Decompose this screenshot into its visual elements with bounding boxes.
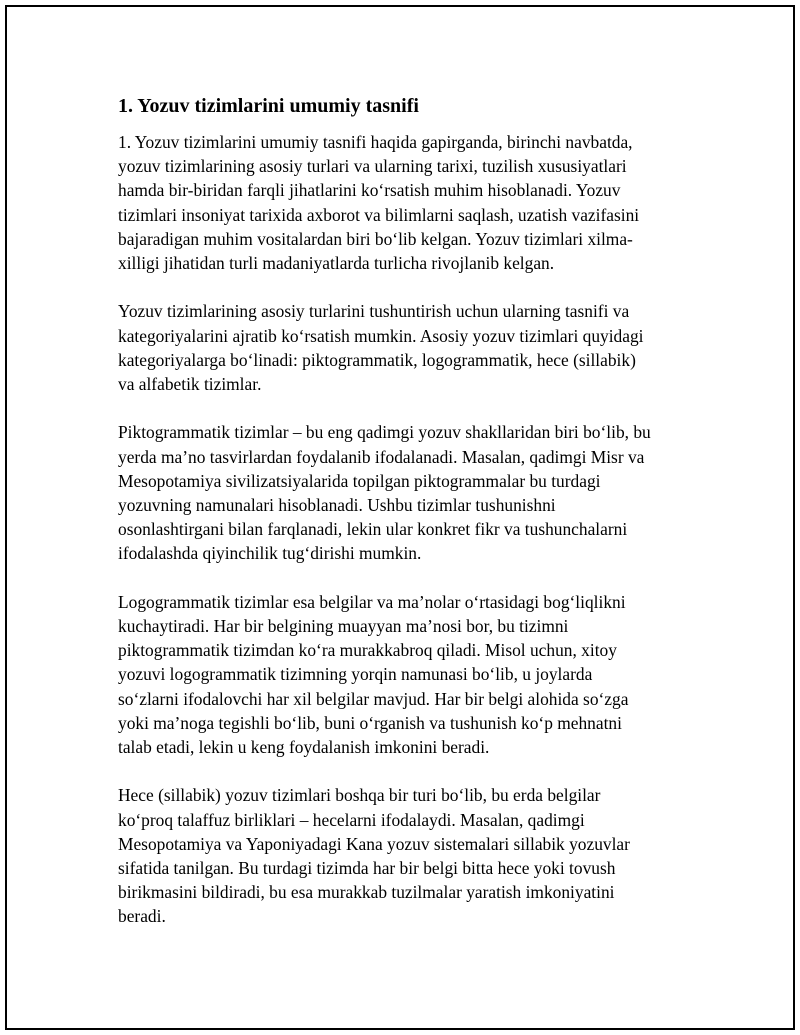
paragraph-line: 1. Yozuv tizimlarini umumiy tasnifi haqida gapirganda, birinchi navbatda, [118, 132, 633, 152]
paragraph-line: Piktogrammatik tizimlar – bu eng qadimgi yozuv shakllaridan biri bo‘lib, bu [118, 422, 651, 443]
paragraph-3 [118, 420, 693, 565]
paragraph-4 [118, 590, 693, 759]
paragraph-line: kuchaytiradi. Har bir belgining muayyan ma’nosi bor, bu tizimni [118, 616, 569, 637]
section-heading: 1. Yozuv tizimlarini umumiy tasnifi [118, 95, 419, 117]
paragraph-line: beradi. [118, 906, 166, 927]
paragraph-line: tizimlari insoniyat tarixida axborot va bilimlarni saqlash, uzatish vazifasini [118, 204, 640, 225]
paragraph-line: yoki ma’noga tegishli bo‘lib, buni o‘rganish va tushunish ko‘p mehnatni [118, 712, 622, 733]
paragraph-line: yozuv tizimlarining asosiy turlari va ularning tarixi, tuzilish xususiyatlari [118, 156, 627, 177]
paragraph-line: Logogrammatik tizimlar esa belgilar va ma’nolar o‘rtasidagi bog‘liqlikni [118, 591, 626, 612]
paragraph-line: ko‘proq talaffuz birliklari – hecelarni ifodalaydi. Masalan, qadimgi [118, 809, 585, 830]
paragraph-2 [118, 299, 693, 396]
paragraph-5 [118, 783, 693, 928]
paragraph-1 [118, 130, 693, 275]
paragraph-line: so‘zlarni ifodalovchi har xil belgilar mavjud. Har bir belgi alohida so‘zga [118, 688, 629, 709]
paragraph-line: hamda bir-biridan farqli jihatlarini ko‘rsatish muhim hisoblanadi. Yozuv [118, 180, 621, 201]
paragraph-line: sifatida tanilgan. Bu turdagi tizimda har bir belgi bitta hece yoki tovush [118, 858, 616, 879]
paragraph-line: Yozuv tizimlarining asosiy turlarini tushuntirish uchun ularning tasnifi va [118, 301, 630, 322]
paragraph-line: va alfabetik tizimlar. [118, 374, 262, 395]
paragraph-line: yozuvning namunalari hisoblanadi. Ushbu tizimlar tushunishni [118, 495, 556, 516]
paragraph-line: kategoriyalarini ajratib ko‘rsatish mumkin. Asosiy yozuv tizimlari quyidagi [118, 325, 644, 346]
paragraph-line: osonlashtirgani bilan farqlanadi, lekin ular konkret fikr va tushunchalarni [118, 519, 628, 540]
paragraph-line: birikmasini bildiradi, bu esa murakkab tuzilmalar yaratish imkoniyatini [118, 882, 615, 903]
paragraph-line: ifodalashda qiyinchilik tug‘dirishi mumkin. [118, 543, 422, 564]
paragraph-line: talab etadi, lekin u keng foydalanish imkonini beradi. [118, 737, 490, 758]
paragraph-line: Mesopotamiya va Yaponiyadagi Kana yozuv sistemalari sillabik yozuvlar [118, 833, 630, 854]
document-body [118, 92, 693, 953]
paragraph-line: xilligi jihatidan turli madaniyatlarda turlicha rivojlanib kelgan. [118, 253, 555, 274]
paragraph-line: yerda ma’no tasvirlardan foydalanib ifodalanadi. Masalan, qadimgi Misr va [118, 446, 645, 467]
paragraph-line: Hece (sillabik) yozuv tizimlari boshqa bir turi bo‘lib, bu erda belgilar [118, 785, 601, 806]
paragraph-line: Mesopotamiya sivilizatsiyalarida topilgan piktogrammalar bu turdagi [118, 470, 601, 491]
paragraph-line: bajaradigan muhim vositalardan biri bo‘lib kelgan. Yozuv tizimlari xilma- [118, 228, 633, 249]
paragraph-line: piktogrammatik tizimdan ko‘ra murakkabroq qiladi. Misol uchun, xitoy [118, 640, 617, 661]
paragraph-line: kategoriyalarga bo‘linadi: piktogrammatik, logogrammatik, hece (sillabik) [118, 349, 636, 370]
paragraph-line: yozuvi logogrammatik tizimning yorqin namunasi bo‘lib, u joylarda [118, 664, 593, 685]
